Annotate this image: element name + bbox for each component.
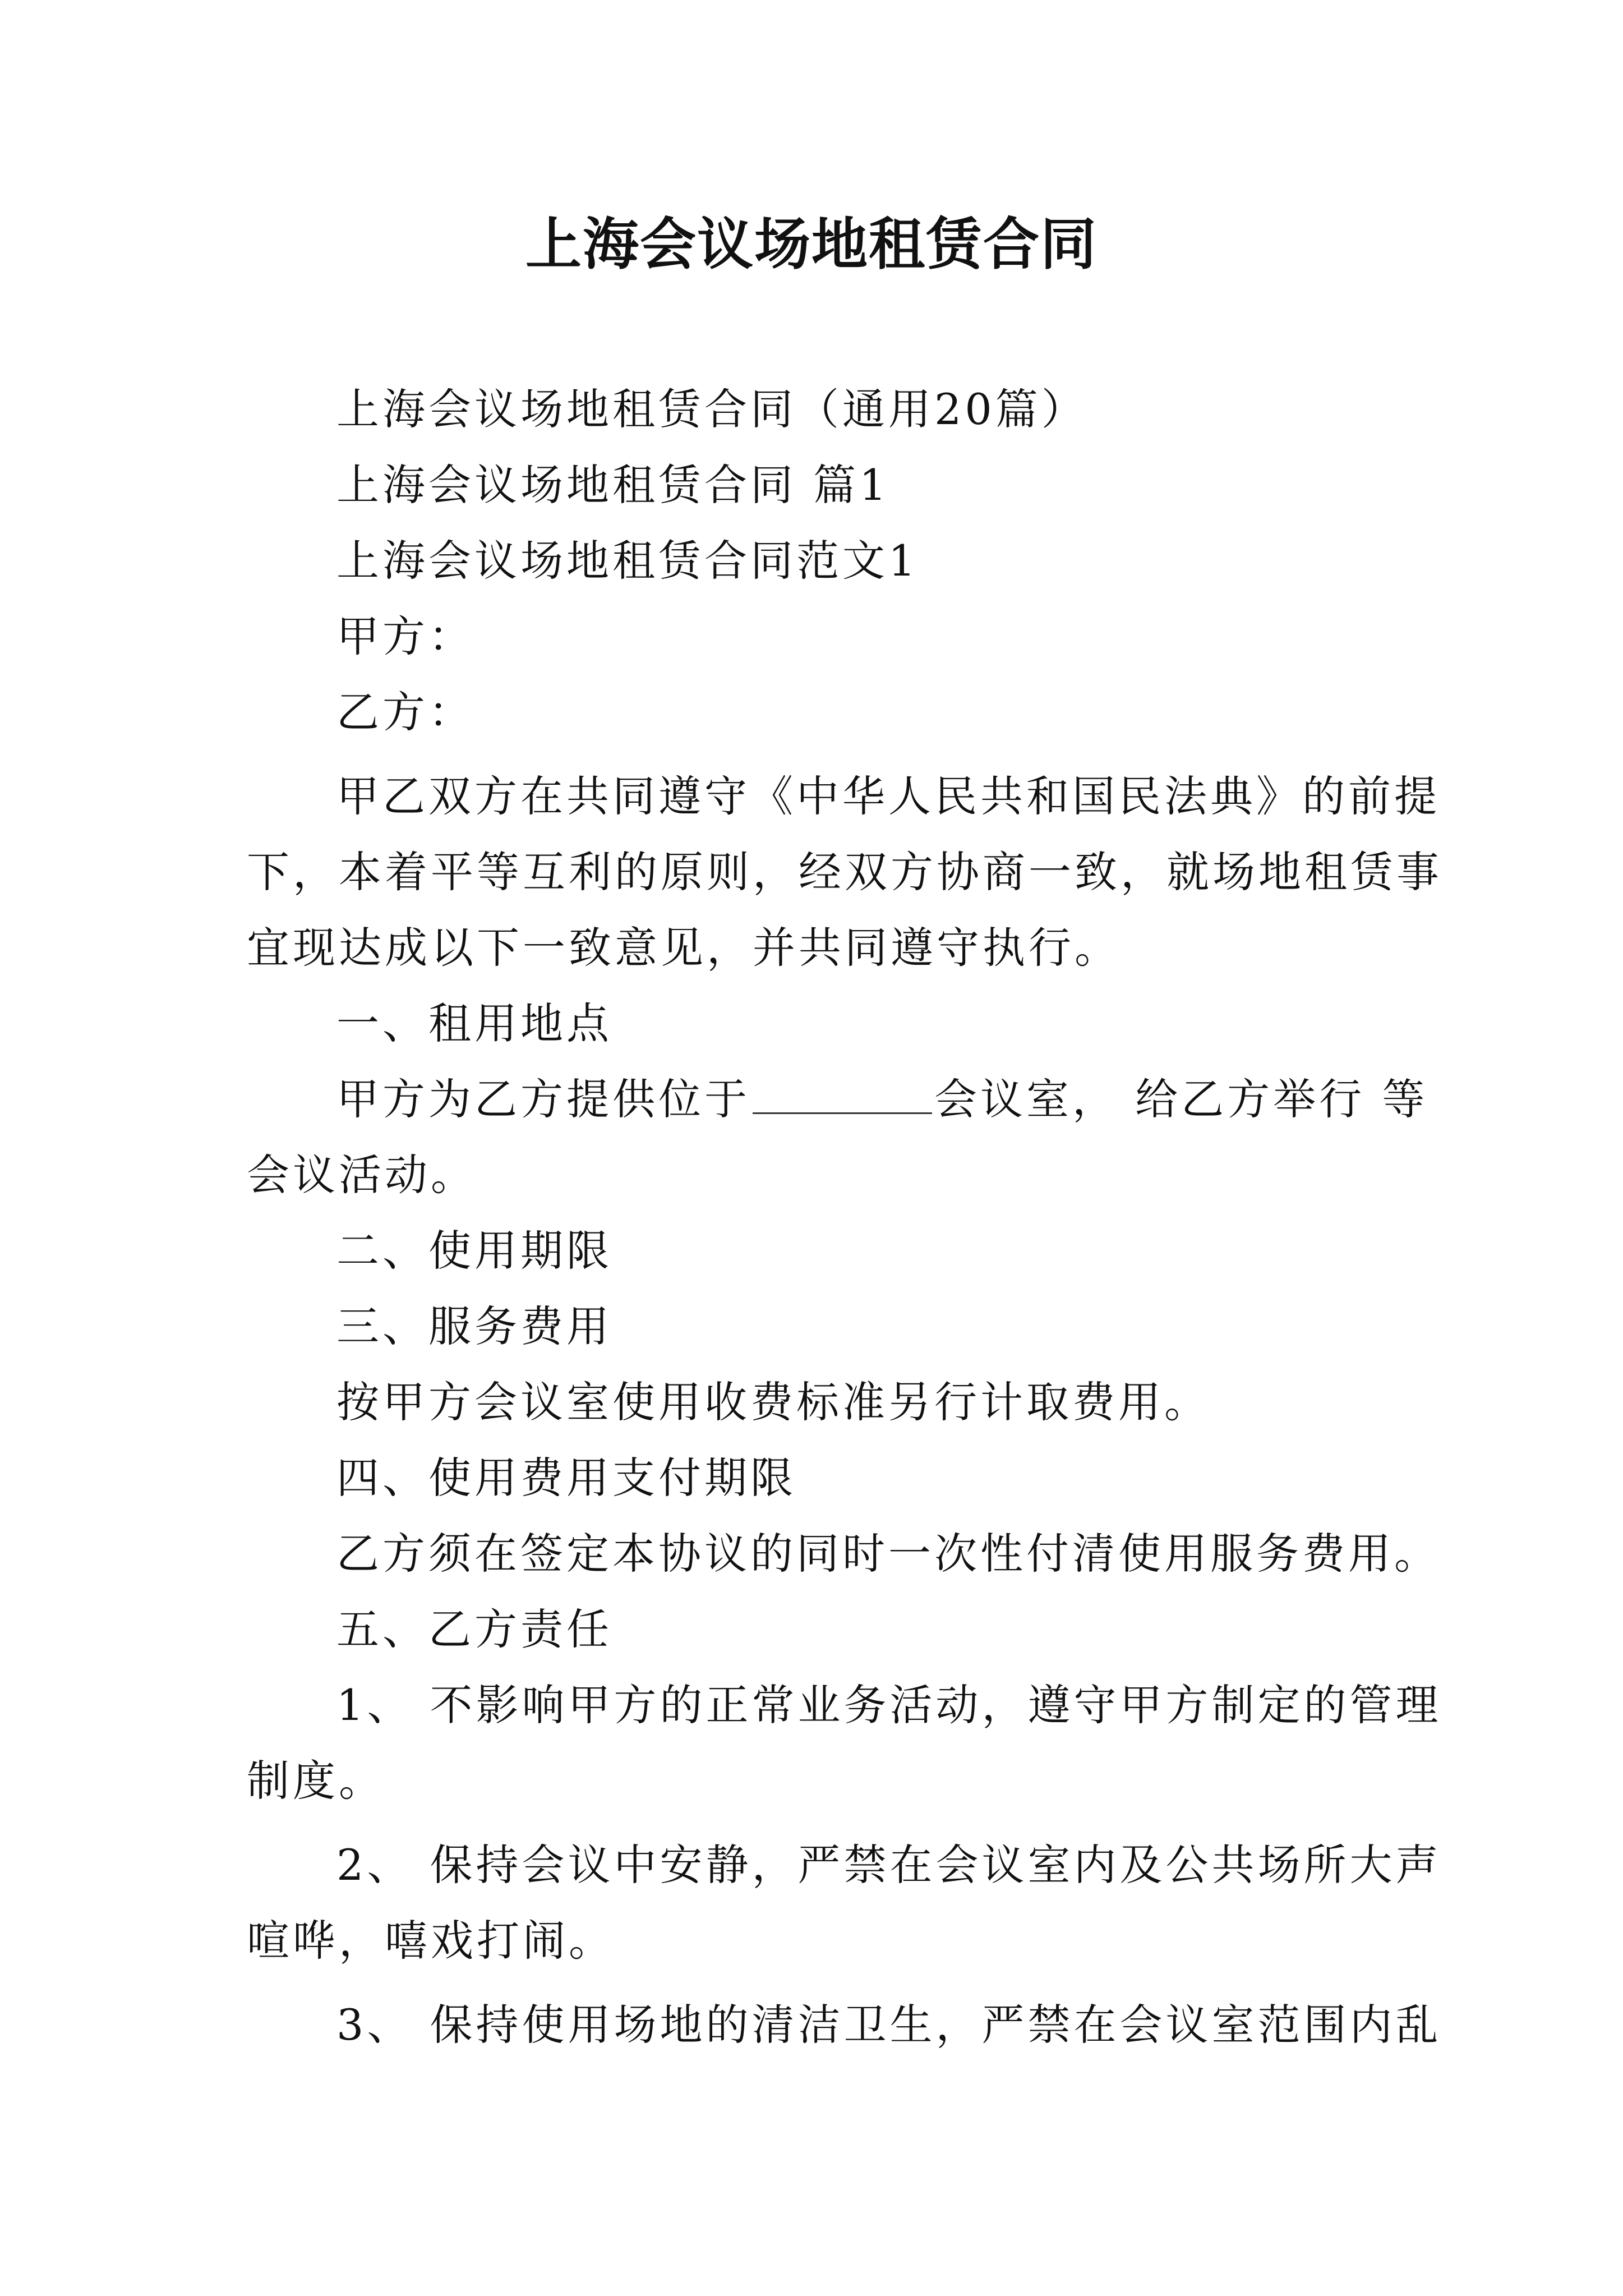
section-1-line-2: 会议活动。 xyxy=(247,1150,477,1200)
party-a-label: 甲方： xyxy=(336,611,474,661)
section-5-item-2-line-2: 喧哗，嘻戏打闹。 xyxy=(247,1916,615,1966)
section-5-item-3-line-1: 3、 保持使用场地的清洁卫生，严禁在会议室范围内乱 xyxy=(336,2000,1442,2050)
preamble-line-3: 宜现达成以下一致意见，并共同遵守执行。 xyxy=(247,923,1121,973)
section-3-text: 按甲方会议室使用收费标准另行计取费用。 xyxy=(336,1377,1210,1427)
section-5-heading: 五、乙方责任 xyxy=(336,1604,612,1654)
section-1-text-before-blank: 甲方为乙方提供位于 xyxy=(336,1074,750,1124)
section-5-item-1-line-1: 1、 不影响甲方的正常业务活动，遵守甲方制定的管理 xyxy=(336,1680,1442,1730)
section-1-text-after-blank: 会议室， 给乙方举行 等 xyxy=(934,1074,1428,1124)
section-1-heading: 一、租用地点 xyxy=(336,999,612,1048)
article-heading: 上海会议场地租赁合同 篇1 xyxy=(336,460,890,510)
section-2-heading: 二、使用期限 xyxy=(336,1226,612,1276)
document-subtitle: 上海会议场地租赁合同（通用20篇） xyxy=(336,384,1087,434)
section-1-line-1 xyxy=(336,1071,1428,1128)
section-5-item-2-line-1: 2、 保持会议中安静，严禁在会议室内及公共场所大声 xyxy=(336,1840,1442,1890)
section-4-text: 乙方须在签定本协议的同时一次性付清使用服务费用。 xyxy=(336,1529,1440,1579)
document-title: 上海会议场地租赁合同 xyxy=(525,211,1098,277)
section-5-item-1-line-2: 制度。 xyxy=(247,1756,385,1806)
section-3-heading: 三、服务费用 xyxy=(336,1301,612,1351)
preamble-line-2: 下，本着平等互利的原则，经双方协商一致，就场地租赁事 xyxy=(247,847,1442,897)
party-b-label: 乙方： xyxy=(336,687,474,737)
fill-in-blank xyxy=(753,1078,932,1114)
section-4-heading: 四、使用费用支付期限 xyxy=(336,1453,796,1503)
sample-heading: 上海会议场地租赁合同范文1 xyxy=(336,536,919,586)
preamble-line-1: 甲乙双方在共同遵守《中华人民共和国民法典》的前提 xyxy=(336,771,1440,821)
